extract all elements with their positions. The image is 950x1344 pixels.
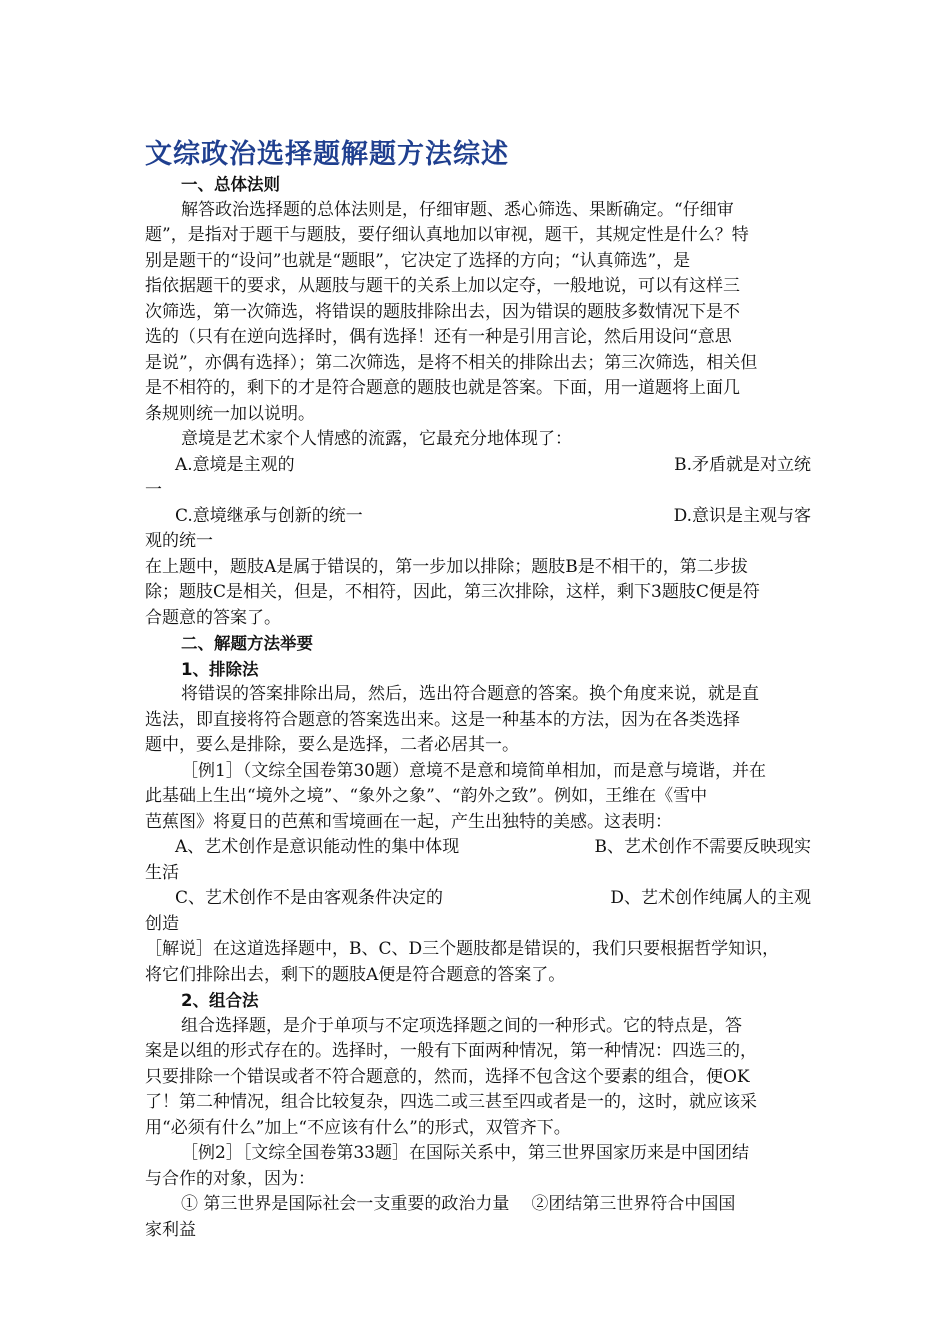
paragraph-line: 用“必须有什么”加上“不应该有什么”的形式，双管齐下。 xyxy=(145,1117,571,1138)
example-line: 此基础上生出“境外之境”、“象外之象”、“韵外之致”。例如，王维在《雪中 xyxy=(145,786,708,806)
subsection-heading: 2、组合法 xyxy=(181,991,259,1010)
paragraph-line: 选法，即直接将符合题意的答案选出来。这是一种基本的方法，因为在各类选择 xyxy=(145,709,740,730)
paragraph-line: 选的（只有在逆向选择时，偶有选择！还有一种是引用言论，然后用设问“意思 xyxy=(145,327,732,347)
question-stem: 意境是艺术家个人情感的流露，它最充分地体现了： xyxy=(181,429,572,449)
option-d: D、艺术创作纯属人的主观 xyxy=(610,888,811,908)
paragraph-line: 案是以组的形式存在的。选择时，一般有下面两种情况，第一种情况：四选三的， xyxy=(145,1041,757,1061)
example-line: 芭蕉图》将夏日的芭蕉和雪境画在一起，产生出独特的美感。这表明： xyxy=(145,811,672,832)
option-b: B.矛盾就是对立统 xyxy=(674,454,811,475)
option-row xyxy=(145,886,811,912)
option-wrap: 生活 xyxy=(145,862,179,883)
option-1: ① 第三世界是国际社会一支重要的政治力量 xyxy=(181,1194,510,1214)
paragraph-line: 题中，要么是排除，要么是选择，二者必居其一。 xyxy=(145,735,519,755)
paragraph-line: 题”，是指对于题干与题肢，要仔细认真地加以审视，题干，其规定性是什么？特 xyxy=(145,225,749,245)
paragraph-line: 将错误的答案排除出局，然后，选出符合题意的答案。换个角度来说，就是直 xyxy=(181,684,759,704)
paragraph-line: 是说”，亦偶有选择）；第二次筛选，是将不相关的排除出去；第三次筛选，相关但 xyxy=(145,352,758,373)
option-2: ②团结第三世界符合中国国 xyxy=(531,1194,736,1214)
paragraph-line: 在上题中，题肢A是属于错误的，第一步加以排除；题肢B是不相干的，第二步拔 xyxy=(145,556,748,577)
paragraph-line: 指依据题干的要求，从题肢与题干的关系上加以定夺，一般地说，可以有这样三 xyxy=(145,276,740,296)
explanation-line: ［解说］在这道选择题中，B、C、D三个题肢都是错误的，我们只要根据哲学知识， xyxy=(145,939,780,959)
paragraph-line: 别是题干的“设问”也就是“题眼”，它决定了选择的方向；“认真筛选”，是 xyxy=(145,250,691,271)
option-wrap: 家利益 xyxy=(145,1219,196,1240)
document-title: 文综政治选择题解题方法综述 xyxy=(145,139,509,170)
section-heading: 二、解题方法举要 xyxy=(181,634,313,653)
option-c: C、艺术创作不是由客观条件决定的 xyxy=(175,888,444,908)
option-wrap: 观的统一 xyxy=(145,531,213,551)
paragraph-line: 是不相符的，剩下的才是符合题意的题肢也就是答案。下面，用一道题将上面几 xyxy=(145,378,740,398)
option-b: B、艺术创作不需要反映现实 xyxy=(594,837,811,857)
document-body xyxy=(145,172,811,1243)
example-line: ［例2］［文综全国卷第33题］在国际关系中，第三世界国家历来是中国团结 xyxy=(181,1143,749,1163)
paragraph-line: 了！第二种情况，组合比较复杂，四选二或三甚至四或者是一的，这时，就应该采 xyxy=(145,1092,757,1112)
paragraph-line: 解答政治选择题的总体法则是，仔细审题、悉心筛选、果断确定。“仔细审 xyxy=(181,199,734,220)
option-row xyxy=(145,504,811,530)
option-a: A.意境是主观的 xyxy=(175,454,295,475)
option-a: A、艺术创作是意识能动性的集中体现 xyxy=(175,837,460,857)
explanation-line: 将它们排除出去，剩下的题肢A便是符合题意的答案了。 xyxy=(145,964,566,985)
option-row xyxy=(145,453,811,479)
option-d: D.意识是主观与客 xyxy=(673,505,811,526)
paragraph-line: 条规则统一加以说明。 xyxy=(145,403,315,424)
paragraph-line: 组合选择题，是介于单项与不定项选择题之间的一种形式。它的特点是，答 xyxy=(181,1015,742,1036)
subsection-heading: 1、排除法 xyxy=(181,659,259,679)
paragraph-line: 除；题肢C是相关，但是，不相符，因此，第三次排除，这样，剩下3题肢C便是符 xyxy=(145,582,760,602)
option-wrap: 创造 xyxy=(145,913,179,934)
paragraph-line: 只要排除一个错误或者不符合题意的，然而，选择不包含这个要素的组合，便OK xyxy=(145,1066,750,1087)
option-row xyxy=(145,1192,811,1218)
example-line: ［例1］（文综全国卷第30题）意境不是意和境简单相加，而是意与境谐，并在 xyxy=(181,760,766,781)
paragraph-line: 次筛选，第一次筛选，将错误的题肢排除出去，因为错误的题肢多数情况下是不 xyxy=(145,301,740,322)
section-heading: 一、总体法则 xyxy=(181,175,280,194)
paragraph-line: 合题意的答案了。 xyxy=(145,607,281,628)
option-c: C.意境继承与创新的统一 xyxy=(175,505,363,526)
option-wrap: 一 xyxy=(145,480,162,500)
option-row xyxy=(145,835,811,861)
example-line: 与合作的对象，因为： xyxy=(145,1168,315,1189)
